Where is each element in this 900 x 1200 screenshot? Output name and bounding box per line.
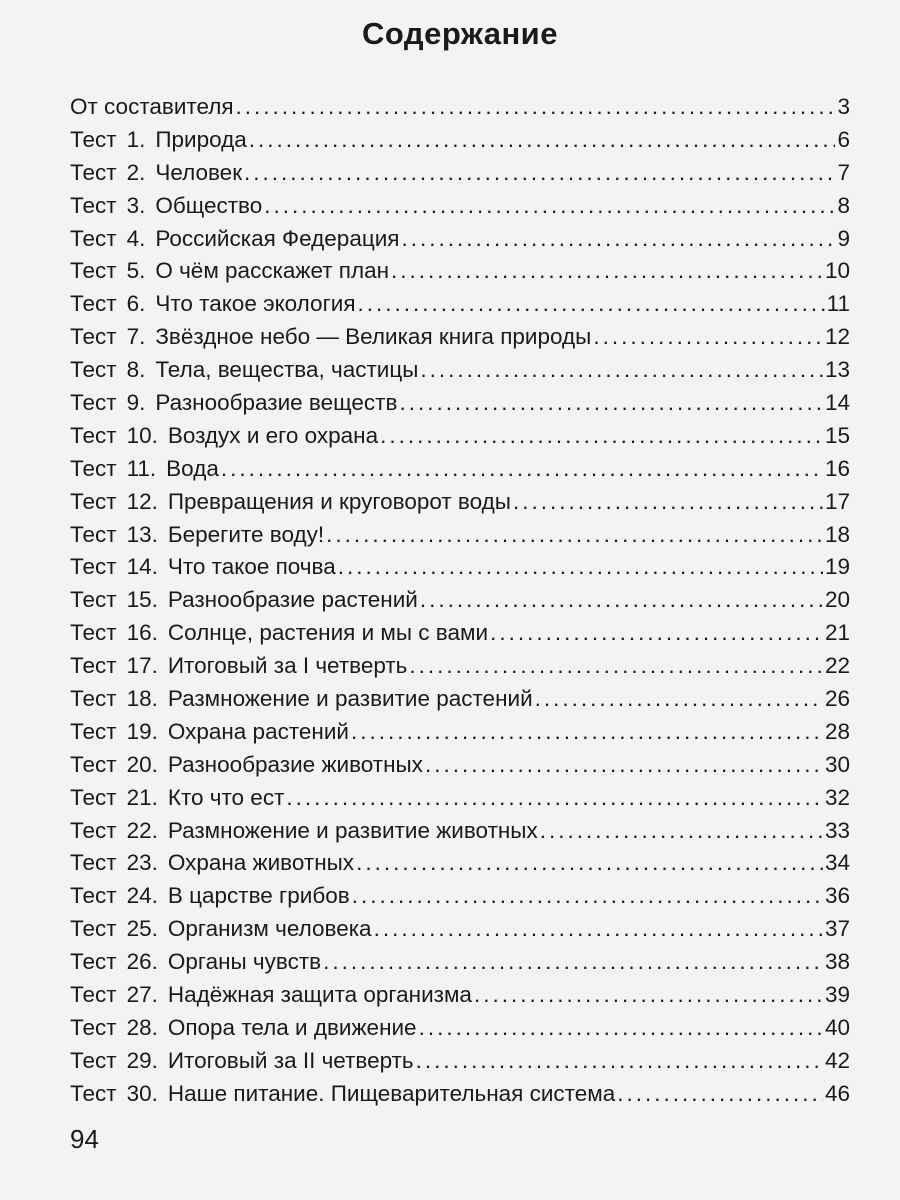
- toc-entry-page: 33: [824, 817, 850, 843]
- toc-entry-page: 18: [824, 521, 850, 547]
- toc-entry: [70, 324, 850, 357]
- toc-entry: [70, 456, 850, 489]
- toc-entry-name: Звёздное небо — Великая книга природы: [155, 324, 592, 350]
- toc-entry-page: 3: [837, 94, 850, 119]
- toc-entry-number: 12.: [126, 488, 158, 514]
- toc-entry-name: Превращения и круговорот воды: [167, 488, 511, 514]
- toc-entry-number: 16.: [126, 620, 158, 646]
- toc-entry-number: 28.: [126, 1014, 158, 1040]
- dot-leader: [244, 160, 835, 186]
- toc-entry-prefix: Тест: [70, 521, 117, 547]
- toc-entry: [70, 193, 850, 226]
- toc-entry-name: Опора тела и движение: [167, 1014, 417, 1040]
- dot-leader: [326, 522, 823, 548]
- toc-entry: [70, 1015, 850, 1048]
- toc-entry-title: [70, 719, 349, 745]
- dot-leader: [236, 94, 836, 120]
- toc-entry-prefix: Тест: [70, 718, 117, 744]
- toc-entry-prefix: Тест: [70, 126, 117, 152]
- toc-entry-prefix: Тест: [70, 916, 117, 942]
- toc-entry: [70, 127, 850, 160]
- toc-entry-page: 13: [824, 357, 850, 383]
- toc-entry-title: [70, 1081, 615, 1107]
- toc-entry-title: [70, 127, 247, 153]
- toc-entry-number: 2.: [126, 159, 146, 185]
- toc-entry-prefix: Тест: [70, 357, 117, 383]
- toc-entry: [70, 850, 850, 883]
- toc-entry-page: 37: [824, 916, 850, 942]
- toc-entry-number: 26.: [126, 949, 158, 975]
- toc-entry-prefix: Тест: [70, 817, 117, 843]
- toc-entry-name: Что такое почва: [167, 554, 336, 580]
- toc-entry-name: Берегите воду!: [167, 521, 325, 547]
- toc-entry-title: [70, 883, 350, 909]
- toc-entry: [70, 752, 850, 785]
- toc-entry-prefix: Тест: [70, 1047, 117, 1073]
- toc-entry-number: 22.: [126, 817, 158, 843]
- toc-entry: [70, 883, 850, 916]
- toc-entry-prefix: Тест: [70, 620, 117, 646]
- dot-leader: [416, 1048, 823, 1074]
- toc-entry-title: [70, 390, 397, 416]
- toc-entry-prefix: Тест: [70, 291, 117, 317]
- toc-entry-number: 1.: [126, 126, 146, 152]
- toc-entry-prefix: Тест: [70, 784, 117, 810]
- toc-entry-page: 36: [824, 883, 850, 909]
- toc-entry-page: 39: [824, 982, 850, 1008]
- dot-leader: [399, 390, 823, 416]
- toc-entry: [70, 949, 850, 982]
- toc-entry-prefix: Тест: [70, 587, 117, 613]
- dot-leader: [356, 850, 823, 876]
- toc-entry-title: [70, 423, 378, 449]
- dot-leader: [535, 686, 823, 712]
- dot-leader: [409, 653, 823, 679]
- toc-entry-title: [70, 850, 354, 876]
- toc-entry-name: Организм человека: [167, 916, 372, 942]
- toc-entry: [70, 258, 850, 291]
- toc-entry-title: [70, 522, 324, 548]
- page-title: Содержание: [362, 16, 558, 51]
- toc-entry: [70, 489, 850, 522]
- toc-entry-name: Охрана растений: [167, 718, 349, 744]
- toc-entry-name: Природа: [155, 126, 247, 152]
- dot-leader: [540, 818, 823, 844]
- toc-entry-page: 40: [824, 1014, 850, 1040]
- toc-entry-name: Российская Федерация: [155, 225, 400, 251]
- table-of-contents: [70, 94, 850, 1114]
- toc-entry-number: 11.: [126, 455, 157, 481]
- toc-entry-page: 32: [824, 784, 850, 810]
- toc-entry-name: Человек: [155, 159, 243, 185]
- toc-entry-page: 21: [824, 620, 850, 646]
- toc-entry: [70, 522, 850, 555]
- toc-entry-name: Охрана животных: [167, 850, 355, 876]
- toc-entry-page: 26: [824, 686, 850, 712]
- toc-entry-title: [70, 818, 538, 844]
- toc-entry-name: Что такое экология: [155, 291, 356, 317]
- toc-entry-title: [70, 1048, 414, 1074]
- toc-entry: [70, 291, 850, 324]
- toc-entry-title: [70, 949, 321, 975]
- dot-leader: [490, 620, 823, 646]
- toc-entry-page: 17: [824, 488, 850, 514]
- toc-entry-title: [70, 193, 262, 219]
- toc-entry-title: [70, 357, 418, 383]
- toc-entry-prefix: Тест: [70, 1014, 117, 1040]
- toc-entry: [70, 94, 850, 127]
- toc-entry: [70, 719, 850, 752]
- toc-entry-name: Надёжная защита организма: [167, 982, 472, 1008]
- toc-entry-title: [70, 982, 472, 1008]
- toc-entry: [70, 226, 850, 259]
- toc-entry-prefix: Тест: [70, 390, 117, 416]
- toc-entry-name: Общество: [155, 192, 263, 218]
- toc-entry-title: [70, 653, 407, 679]
- toc-entry-prefix: Тест: [70, 883, 117, 909]
- toc-entry-name: Итоговый за I четверть: [167, 653, 408, 679]
- toc-entry: [70, 554, 850, 587]
- dot-leader: [401, 226, 835, 252]
- toc-entry: [70, 357, 850, 390]
- toc-entry-name: Итоговый за II четверть: [167, 1047, 414, 1073]
- toc-entry-title: [70, 456, 219, 482]
- dot-leader: [391, 258, 823, 284]
- dot-leader: [249, 127, 836, 153]
- dot-leader: [323, 949, 823, 975]
- toc-entry-prefix: Тест: [70, 455, 117, 481]
- toc-entry-title: [70, 291, 356, 317]
- toc-entry-name: Воздух и его охрана: [167, 422, 379, 448]
- toc-entry-number: 23.: [126, 850, 158, 876]
- toc-entry-number: 3.: [126, 192, 146, 218]
- toc-entry: [70, 785, 850, 818]
- toc-entry-number: 13.: [126, 521, 158, 547]
- toc-entry-number: 17.: [126, 653, 158, 679]
- dot-leader: [286, 785, 823, 811]
- toc-entry-prefix: Тест: [70, 850, 117, 876]
- toc-entry-name: Вода: [166, 455, 219, 481]
- toc-entry-page: 34: [824, 850, 850, 876]
- dot-leader: [351, 719, 823, 745]
- toc-entry-page: 12: [824, 324, 850, 350]
- toc-entry-number: 10.: [126, 422, 158, 448]
- dot-leader: [420, 357, 823, 383]
- dot-leader: [474, 982, 823, 1008]
- toc-entry-title: [70, 686, 533, 712]
- toc-entry: [70, 390, 850, 423]
- toc-entry-number: 7.: [126, 324, 146, 350]
- dot-leader: [419, 1015, 823, 1041]
- dot-leader: [380, 423, 823, 449]
- dot-leader: [352, 883, 823, 909]
- toc-entry-number: 29.: [126, 1047, 158, 1073]
- toc-entry-prefix: Тест: [70, 686, 117, 712]
- toc-entry-prefix: Тест: [70, 258, 117, 284]
- toc-entry-prefix: Тест: [70, 324, 117, 350]
- toc-entry-title: [70, 489, 511, 515]
- toc-entry: [70, 587, 850, 620]
- toc-entry-name: Размножение и развитие животных: [167, 817, 538, 843]
- toc-entry-prefix: Тест: [70, 1080, 117, 1106]
- toc-entry-title: [70, 916, 372, 942]
- toc-entry-number: 30.: [126, 1080, 158, 1106]
- toc-entry-title: [70, 258, 389, 284]
- toc-entry-name: Солнце, растения и мы с вами: [167, 620, 489, 646]
- toc-entry-page: 22: [824, 653, 850, 679]
- dot-leader: [425, 752, 823, 778]
- toc-entry: [70, 818, 850, 851]
- toc-entry-title: [70, 1015, 417, 1041]
- toc-entry-prefix: Тест: [70, 488, 117, 514]
- dot-leader: [374, 916, 823, 942]
- toc-entry-prefix: Тест: [70, 225, 117, 251]
- toc-entry-number: 5.: [126, 258, 146, 284]
- toc-entry-number: 19.: [126, 718, 158, 744]
- dot-leader: [617, 1081, 823, 1107]
- toc-entry-name: В царстве грибов: [167, 883, 350, 909]
- dot-leader: [221, 456, 823, 482]
- toc-entry-page: 11: [826, 291, 850, 317]
- toc-entry-name: Размножение и развитие растений: [167, 686, 533, 712]
- toc-entry-name: Кто что ест: [167, 784, 285, 810]
- toc-entry-title: [70, 160, 242, 186]
- toc-entry-page: 7: [837, 159, 850, 185]
- toc-entry: [70, 423, 850, 456]
- toc-entry: [70, 916, 850, 949]
- toc-entry-number: 15.: [126, 587, 158, 613]
- toc-entry-title: [70, 620, 488, 646]
- toc-entry-page: 30: [824, 751, 850, 777]
- dot-leader: [264, 193, 835, 219]
- toc-entry-number: 6.: [126, 291, 146, 317]
- toc-entry-name: Наше питание. Пищеварительная система: [167, 1080, 616, 1106]
- toc-entry-page: 28: [824, 718, 850, 744]
- toc-entry-page: 9: [837, 225, 850, 251]
- toc-entry-number: 8.: [126, 357, 146, 383]
- toc-entry: [70, 160, 850, 193]
- toc-entry-prefix: Тест: [70, 159, 117, 185]
- toc-entry-page: 46: [824, 1080, 850, 1106]
- toc-entry-number: 18.: [126, 686, 158, 712]
- toc-entry: [70, 653, 850, 686]
- toc-entry: [70, 1048, 850, 1081]
- toc-entry-prefix: Тест: [70, 653, 117, 679]
- toc-entry-number: 4.: [126, 225, 146, 251]
- toc-entry-page: 8: [837, 192, 850, 218]
- toc-entry-name: Разнообразие животных: [167, 751, 423, 777]
- toc-entry: [70, 1081, 850, 1114]
- dot-leader: [358, 291, 825, 317]
- toc-entry-number: 27.: [126, 982, 158, 1008]
- toc-entry-name: Разнообразие веществ: [155, 390, 398, 416]
- toc-entry-number: 20.: [126, 751, 158, 777]
- toc-entry-name: О чём расскажет план: [155, 258, 390, 284]
- toc-entry-title: [70, 587, 418, 613]
- toc-entry-page: 10: [824, 258, 850, 284]
- toc-entry-title: [70, 94, 234, 120]
- toc-entry-prefix: Тест: [70, 751, 117, 777]
- toc-entry-number: 14.: [126, 554, 158, 580]
- toc-entry-page: 6: [837, 126, 850, 152]
- dot-leader: [593, 324, 823, 350]
- dot-leader: [513, 489, 823, 515]
- toc-entry-page: 19: [824, 554, 850, 580]
- toc-entry-page: 42: [824, 1047, 850, 1073]
- toc-entry-number: 21.: [126, 784, 158, 810]
- toc-entry-title: [70, 324, 591, 350]
- toc-entry-name: Разнообразие растений: [167, 587, 418, 613]
- toc-entry: [70, 982, 850, 1015]
- toc-entry-number: 24.: [126, 883, 158, 909]
- toc-entry: [70, 620, 850, 653]
- toc-entry-title: [70, 752, 423, 778]
- toc-entry-page: 38: [824, 949, 850, 975]
- toc-entry-page: 15: [824, 422, 850, 448]
- toc-entry-title: [70, 226, 399, 252]
- toc-entry-prefix: Тест: [70, 422, 117, 448]
- toc-entry-prefix: Тест: [70, 949, 117, 975]
- dot-leader: [420, 587, 823, 613]
- toc-entry-page: 14: [824, 390, 850, 416]
- toc-entry-prefix: Тест: [70, 982, 117, 1008]
- toc-entry-prefix: Тест: [70, 554, 117, 580]
- toc-entry-number: 25.: [126, 916, 158, 942]
- toc-entry-name: От составителя: [70, 94, 234, 119]
- toc-entry-name: Тела, вещества, частицы: [155, 357, 419, 383]
- toc-entry-prefix: Тест: [70, 192, 117, 218]
- toc-entry-number: 9.: [126, 390, 146, 416]
- page-number: 94: [70, 1124, 99, 1154]
- toc-entry: [70, 686, 850, 719]
- toc-entry-title: [70, 554, 336, 580]
- toc-entry-page: 20: [824, 587, 850, 613]
- toc-entry-page: 16: [824, 455, 850, 481]
- dot-leader: [338, 554, 823, 580]
- toc-entry-name: Органы чувств: [167, 949, 322, 975]
- toc-entry-title: [70, 785, 284, 811]
